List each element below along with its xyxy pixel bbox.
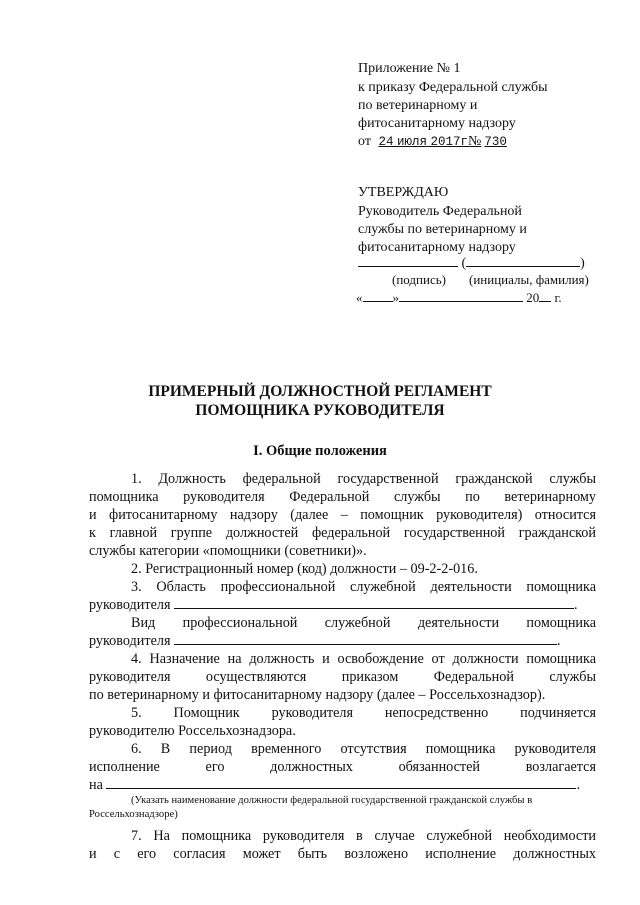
paragraph-6-blank [106,776,576,789]
document-title-line-1: ПРИМЕРНЫЙ ДОЛЖНОСТНОЙ РЕГЛАМЕНТ [148,383,492,400]
paragraph-3b-line-1: Вид профессиональной служебной деятельности помощника [131,615,596,631]
year-suffix: г. [554,290,562,305]
paragraph-1-line-4: к главной группе должностей федеральной государственной гражданской [89,525,596,541]
quote-open: « [356,290,363,305]
paragraph-6-end: . [576,777,580,793]
paragraph-3b-end: . [557,633,561,649]
paragraph-3-end: . [574,597,578,613]
paragraph-1-line-2: помощника руководителя Федеральной службы по ветеринарному [89,489,596,505]
paragraph-6-line-2: исполнение его должностных обязанностей возлагается [89,759,596,775]
paragraph-3b-line-2 [89,632,561,650]
paragraph-1-line-1: 1. Должность федеральной государственной гражданской службы [131,471,596,487]
order-date-line [358,133,535,152]
paragraph-5-line-2: руководителю Россельхознадзора. [89,723,296,739]
quote-close: » [392,290,399,305]
note-line-2: Россельхознадзоре) [89,809,178,820]
signature-label: (подпись) [392,272,446,287]
paragraph-3b-label: руководителя [89,633,171,649]
paragraph-4-line-1: 4. Назначение на должность и освобождение от должности помощника [131,651,596,667]
appendix-line-1: Приложение № 1 [358,61,461,76]
approve-heading: УТВЕРЖДАЮ [358,185,449,200]
number-prefix: № [467,134,482,149]
year-blank [539,289,551,302]
paragraph-3-line-2 [89,596,578,614]
paragraph-2: 2. Регистрационный номер (код) должности – 09-2-2-016. [131,561,478,577]
paragraph-3-blank [174,596,574,609]
paragraph-1-line-5: службы категории «помощники (советники)». [89,543,367,559]
note-line-1: (Указать наименование должности федеральной государственной гражданской службы в [131,795,533,806]
paragraph-3-line-1: 3. Область профессиональной служебной деятельности помощника [131,579,596,595]
appendix-line-4: фитосанитарному надзору [358,116,516,131]
date-day: 24 [378,135,394,149]
approval-line-3: фитосанитарному надзору [358,240,516,255]
day-blank [363,289,393,302]
year-prefix: 20 [526,290,540,305]
date-prefix: от [358,134,371,149]
appendix-line-3: по ветеринарному и [358,98,478,113]
paragraph-3b-blank [174,632,557,645]
open-paren: ( [461,256,467,271]
paragraph-7-line-1: 7. На помощника руководителя в случае служебной необходимости [131,828,596,844]
name-blank [466,254,580,267]
paragraph-5-line-1: 5. Помощник руководителя непосредственно подчиняется [131,705,596,721]
approval-line-1: Руководитель Федеральной [358,204,522,219]
document-title-line-2: ПОМОЩНИКА РУКОВОДИТЕЛЯ [195,402,445,419]
signature-blank [358,254,458,267]
month-blank [399,289,523,302]
approval-line-2: службы по ветеринарному и [358,222,527,237]
approval-date-line [356,289,562,306]
paragraph-4-line-2: руководителя осуществляются приказом Федеральной службы [89,669,596,685]
initials-label: (инициалы, фамилия) [469,272,589,287]
paragraph-1-line-3: и фитосанитарному надзору (далее – помощник руководителя) относится [89,507,596,523]
paragraph-7-line-2: и с его согласия может быть возложено исполнение должностных [89,846,596,862]
date-month: июля [396,135,427,149]
section-heading: I. Общие положения [253,443,387,459]
paragraph-6-line-1: 6. В период временного отсутствия помощника руководителя [131,741,596,757]
paragraph-6-line-3 [89,776,580,794]
paragraph-3-label: руководителя [89,597,171,613]
signature-line [358,254,585,274]
close-paren: ) [580,256,585,271]
order-number: 730 [484,135,507,149]
date-year: 2017г [430,135,468,149]
appendix-line-2: к приказу Федеральной службы [358,80,548,95]
paragraph-6-label: на [89,777,103,793]
paragraph-4-line-3: по ветеринарному и фитосанитарному надзору (далее – Россельхознадзор). [89,687,546,703]
